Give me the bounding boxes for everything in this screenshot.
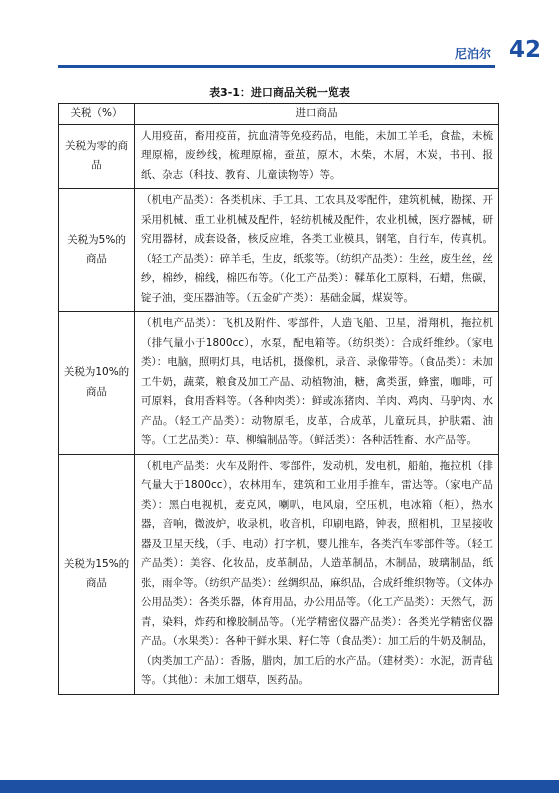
table-title: 表3-1：进口商品关税一览表 bbox=[209, 86, 350, 99]
table-row bbox=[59, 312, 499, 455]
header-rule bbox=[58, 65, 495, 68]
table-header-row bbox=[59, 104, 499, 125]
goods-cell: （机电产品类：火车及附件、零部件，发动机，发电机，船舶，拖拉机（排气量大于1800cc），农林用车，建筑和工业用手推车，雷达等。（家电产品类）：黑白电视机，麦克风，喇叭，电风扇，空压机，电冰箱（柜），热水器，音响，微波炉，收录机，收音机，印刷电路，钟表，照相机，卫星接收器及卫星天线，（手、电动）打字机，婴儿推车，各类汽车零部件等。（轻工产品类）：美容、化妆品，皮革制品，人造革制品，木制品，玻璃制品，纸张，雨伞等。（纺织产品类）：丝绸织品，麻织品，合成纤维织物等。（文体办公用品类）：各类乐器，体育用品，办公用品等。（化工产品类）：天然气，沥青，染料，炸药和橡胶制品等。（光学精密仪器产品类）：各类光学精密仪器产品。（水果类）：各种干鲜水果、籽仁等（食品类）：加工后的牛奶及制品，（肉类加工产品）：香肠，腊肉，加工后的水产品。（建材类）：水泥，沥青毡等。（其他）：未加工烟草，医药品。 bbox=[135, 454, 499, 694]
tariff-rate-cell: 关税为零的商品 bbox=[59, 124, 135, 189]
import-tariff-table bbox=[58, 103, 499, 695]
page-number: 42 bbox=[508, 37, 541, 63]
tariff-rate-cell: 关税为5%的商品 bbox=[59, 189, 135, 312]
goods-cell: （机电产品类）：各类机床、手工具、工农具及零配件，建筑机械，勘探、开采用机械、重工业机械及配件，轻纺机械及配件，农业机械，医疗器械，研究用器材，成套设备，核反应堆，各类工业模具，钢笔，自行车，传真机。（轻工产品类）：碎羊毛，生皮，纸浆等。（纺织产品类）：生丝，废生丝，丝纱，棉纱，棉线，棉匹布等。（化工产品类）：鞣革化工原料，石蜡，焦碳，锭子油，变压器油等。（五金矿产类）：基础金属，煤炭等。 bbox=[135, 189, 499, 312]
goods-cell: 人用疫苗，畜用疫苗，抗血清等免疫药品，电能，未加工羊毛，食盐，未梳理原棉，废纱线，梳理原棉，蚕茧，原木，木柴，木屑，木炭，书刊、报纸、杂志（科技、教育、儿童读物等）等。 bbox=[135, 124, 499, 189]
table-row bbox=[59, 454, 499, 694]
header-country-label: 尼泊尔 bbox=[454, 47, 491, 61]
footer-bar bbox=[0, 780, 559, 793]
tariff-rate-cell: 关税为10%的商品 bbox=[59, 312, 135, 455]
header-goods: 进口商品 bbox=[135, 104, 499, 125]
tariff-rate-cell: 关税为15%的商品 bbox=[59, 454, 135, 694]
header-tariff: 关税（%） bbox=[59, 104, 135, 125]
goods-cell: （机电产品类）：飞机及附件、零部件，人造飞船、卫星，滑翔机，拖拉机（排气量小于1800cc），水泵，配电箱等。（纺织类）：合成纤维纱。（家电类）：电脑，照明灯具，电话机，摄像机，录音、录像带等。（食品类）：未加工牛奶，蔬菜，粮食及加工产品、动植物油，糖，禽类蛋，蜂蜜，咖啡，可可原料，食用香料等。（各种肉类）：鲜或冻猪肉、羊肉、鸡肉、马驴肉、水产品。（轻工产品类）：动物原毛，皮革，合成革，儿童玩具，护肤霜、油等。（工艺品类）：草、柳编制品等。（鲜活类）：各种活牲畜、水产品等。 bbox=[135, 312, 499, 455]
table-row bbox=[59, 189, 499, 312]
table-row bbox=[59, 124, 499, 189]
